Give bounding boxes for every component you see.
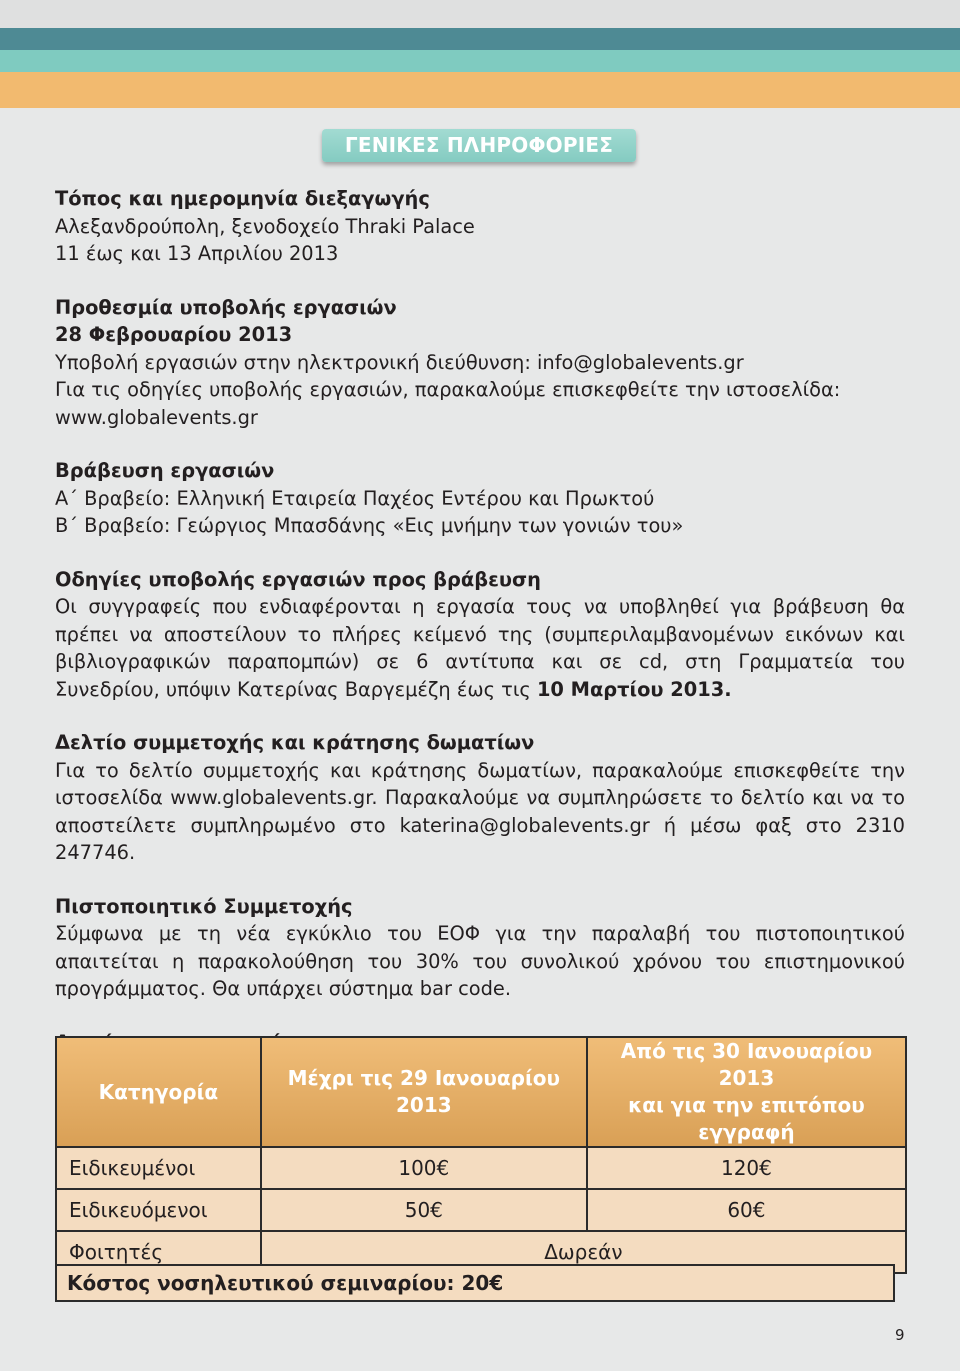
section-title-badge: ΓΕΝΙΚΕΣ ΠΛΗΡΟΦΟΡΙΕΣ (322, 129, 636, 162)
award-instructions-body: Οι συγγραφείς που ενδιαφέρονται η εργασία τους να υποβληθεί για βράβευση θα πρέπει να αποστείλουν το πλήρες κείμενό της (συμπεριλαμβανομένων εικόνων και βιβλιογραφικών παραπομπών) σε 6 αντίτυπα και σε cd, στη Γραμματεία του Συνεδρίου, υπόψιν Κατερίνας Βαργεμέζη έως τις (55, 595, 905, 701)
award-second: Β΄ Βραβείο: Γεώργιος Μπασδάνης «Εις μνήμην των γονιών του» (55, 514, 684, 537)
deadline-heading: Προθεσμία υποβολής εργασιών (55, 295, 397, 319)
late-fee-cell: 120€ (587, 1147, 906, 1189)
column-header-late-line1: Από τις 30 Ιανουαρίου 2013 (620, 1039, 873, 1090)
award-instructions-section (55, 566, 905, 704)
award-instructions-heading: Οδηγίες υποβολής εργασιών προς βράβευση (55, 567, 541, 591)
top-band (0, 0, 960, 28)
column-header-early: Μέχρι τις 29 Ιανουαρίου 2013 (261, 1037, 587, 1147)
registration-section (55, 729, 905, 867)
table-row (56, 1147, 906, 1189)
table-row (56, 1189, 906, 1231)
fees-table (55, 1036, 907, 1274)
category-cell: Ειδικευμένοι (56, 1147, 261, 1189)
award-instructions-text (55, 593, 905, 703)
main-content (55, 185, 905, 1056)
teal-light-stripe (0, 50, 960, 72)
registration-text: Για το δελτίο συμμετοχής και κράτησης δωματίων, παρακαλούμε επισκεφθείτε την ιστοσελίδα www.globalevents.gr. Παρακαλούμε να συμπληρώσετε το δελτίο και να το αποστείλετε συμπληρωμένο στο katerina@globalevents.gr ή μέσω φαξ στο 2310 247746. (55, 758, 905, 864)
certificate-section (55, 893, 905, 1003)
deadline-section (55, 294, 905, 432)
category-cell: Ειδικευόμενοι (56, 1189, 261, 1231)
category-cell: Φοιτητές (56, 1231, 261, 1273)
early-fee-cell: 50€ (261, 1189, 587, 1231)
column-header-category: Κατηγορία (56, 1037, 261, 1147)
registration-heading: Δελτίο συμμετοχής και κράτησης δωματίων (55, 731, 535, 754)
free-fee-cell: Δωρεάν (261, 1231, 906, 1273)
certificate-heading: Πιστοποιητικό Συμμετοχής (55, 894, 353, 918)
certificate-text: Σύμφωνα με τη νέα εγκύκλιο του ΕΟΦ για την παραλαβή του πιστοποιητικού απαιτείται η παρακολούθηση του 30% του συνολικού χρόνου του επιστημονικού προγράμματος. Θα υπάρχει σύστημα bar code. (55, 922, 905, 1000)
deadline-instructions: Για τις οδηγίες υποβολής εργασιών, παρακαλούμε επισκεφθείτε την ιστοσελίδα: (55, 378, 841, 401)
late-fee-cell: 60€ (587, 1189, 906, 1231)
deadline-website-link[interactable]: www.globalevents.gr (55, 405, 258, 429)
column-header-late-line2: και για την επιτόπου εγγραφή (628, 1093, 865, 1144)
venue-dates: 11 έως και 13 Απριλίου 2013 (55, 242, 339, 265)
early-fee-cell: 100€ (261, 1147, 587, 1189)
teal-dark-stripe (0, 28, 960, 50)
seminar-cost-box: Κόστος νοσηλευτικού σεμιναρίου: 20€ (55, 1264, 895, 1302)
orange-stripe (0, 72, 960, 108)
table-header-row (56, 1037, 906, 1147)
column-header-late (587, 1037, 906, 1147)
award-instructions-deadline: 10 Μαρτίου 2013. (536, 677, 732, 701)
awards-section (55, 457, 905, 540)
page-number: 9 (895, 1326, 905, 1344)
deadline-date: 28 Φεβρουαρίου 2013 (55, 323, 293, 346)
venue-location: Αλεξανδρούπολη, ξενοδοχείο Thraki Palace (55, 214, 475, 238)
deadline-submission-email: Υποβολή εργασιών στην ηλεκτρονική διεύθυνση: info@globalevents.gr (55, 350, 744, 374)
venue-heading: Τόπος και ημερομηνία διεξαγωγής (55, 187, 430, 210)
venue-section (55, 185, 905, 268)
award-first: Α΄ Βραβείο: Ελληνική Εταιρεία Παχέος Εντέρου και Πρωκτού (55, 486, 655, 510)
awards-heading: Βράβευση εργασιών (55, 459, 275, 482)
